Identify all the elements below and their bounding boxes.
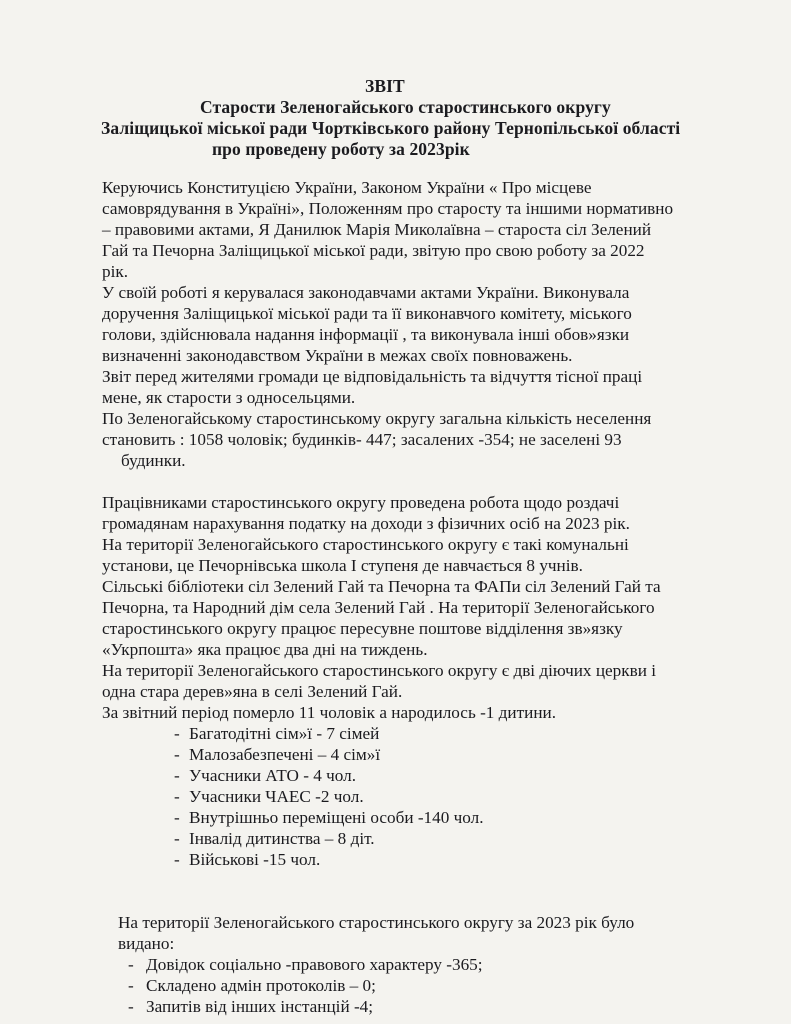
paragraph-line: визначенні законодавством України в межах своїх повноважень. (102, 346, 573, 365)
list-item-text: Внутрішньо переміщені особи -140 чол. (189, 808, 484, 827)
list-item-text: Складено адмін протоколів – 0; (146, 976, 376, 995)
list-marker: - (174, 724, 180, 743)
list-marker: - (128, 997, 134, 1016)
paragraph-line: доручення Заліщицької міської ради та її виконавчого комітету, міського (102, 304, 632, 323)
report-subtitle-line-1: Старости Зеленогайського старостинського округу (200, 97, 611, 117)
paragraph-line: голови, здійснювала надання інформації , та виконувала інші обов»язки (102, 325, 630, 344)
list-marker: - (174, 850, 180, 869)
paragraph-line: – правовими актами, Я Данилюк Марія Миколаївна – староста сіл Зелений (102, 220, 652, 239)
list-marker: - (174, 766, 180, 785)
list-marker: - (174, 787, 180, 806)
paragraph-line: установи, це Печорнівська школа І ступеня де навчається 8 учнів. (102, 556, 583, 575)
list-item-text: Військові -15 чол. (189, 850, 321, 869)
paragraph-line: видано: (118, 934, 175, 953)
paragraph-line: Керуючись Конституцією України, Законом України « Про місцеве (102, 178, 592, 197)
list-item-text: Учасники АТО - 4 чол. (189, 766, 356, 785)
paragraph-line: будинки. (121, 451, 186, 470)
list-item-text: Довідок соціально -правового характеру -365; (146, 955, 483, 974)
paragraph-line: старостинського округу працює пересувне поштове відділення зв»язку (102, 619, 623, 638)
paragraph-line: становить : 1058 чоловік; будинків- 447; засалених -354; не заселені 93 (102, 430, 622, 449)
list-item-text: Інвалід дитинства – 8 діт. (189, 829, 375, 848)
report-subtitle-line-2: Заліщицької міської ради Чортківського району Тернопільської області (101, 118, 681, 138)
paragraph-line: рік. (102, 262, 129, 281)
paragraph-line: «Укрпошта» яка працює два дні на тиждень. (102, 640, 428, 659)
paragraph-line: Звіт перед жителями громади це відповідальність та відчуття тісної праці (102, 367, 643, 386)
report-title: ЗВІТ (365, 76, 405, 96)
paragraph-line: По Зеленогайському старостинському округу загальна кількість неселення (102, 409, 652, 428)
list-marker: - (174, 808, 180, 827)
list-marker: - (174, 745, 180, 764)
paragraph-line: Сільські бібліотеки сіл Зелений Гай та Печорна та ФАПи сіл Зелений Гай та (102, 577, 661, 596)
paragraph-line: Печорна, та Народний дім села Зелений Гай . На території Зеленогайського (102, 598, 655, 617)
list-marker: - (128, 955, 134, 974)
paragraph-line: На території Зеленогайського старостинського округу за 2023 рік було (118, 913, 635, 932)
paragraph-line: У своїй роботі я керувалася законодавчами актами України. Виконувала (102, 283, 630, 302)
list-marker: - (174, 829, 180, 848)
list-item-text: Учасники ЧАЕС -2 чол. (189, 787, 364, 806)
paragraph-line: На території Зеленогайського старостинського округу є дві діючих церкви і (102, 661, 656, 680)
list-marker: - (128, 976, 134, 995)
paragraph-line: мене, як старости з односельцями. (102, 388, 356, 407)
paragraph-line: самоврядування в Україні», Положенням про старосту та іншими нормативно (102, 199, 674, 218)
paragraph-line: Працівниками старостинського округу проведена робота щодо роздачі (102, 493, 620, 512)
paragraph-line: громадянам нарахування податку на доходи з фізичних осіб на 2023 рік. (102, 514, 630, 533)
paragraph-line: На території Зеленогайського старостинського округу є такі комунальні (102, 535, 629, 554)
paragraph-line: За звітний період померло 11 чоловік а народилось -1 дитини. (102, 703, 557, 722)
paragraph-line: одна стара дерев»яна в селі Зелений Гай. (102, 682, 403, 701)
paragraph-line: Гай та Печорна Заліщицької міської ради, звітую про свою роботу за 2022 (102, 241, 645, 260)
report-subtitle-line-3: про проведену роботу за 2023рік (212, 139, 470, 159)
list-item-text: Малозабезпечені – 4 сім»ї (189, 745, 381, 764)
list-item-text: Запитів від інших інстанцій -4; (146, 997, 374, 1016)
list-item-text: Багатодітні сім»ї - 7 сімей (189, 724, 380, 743)
